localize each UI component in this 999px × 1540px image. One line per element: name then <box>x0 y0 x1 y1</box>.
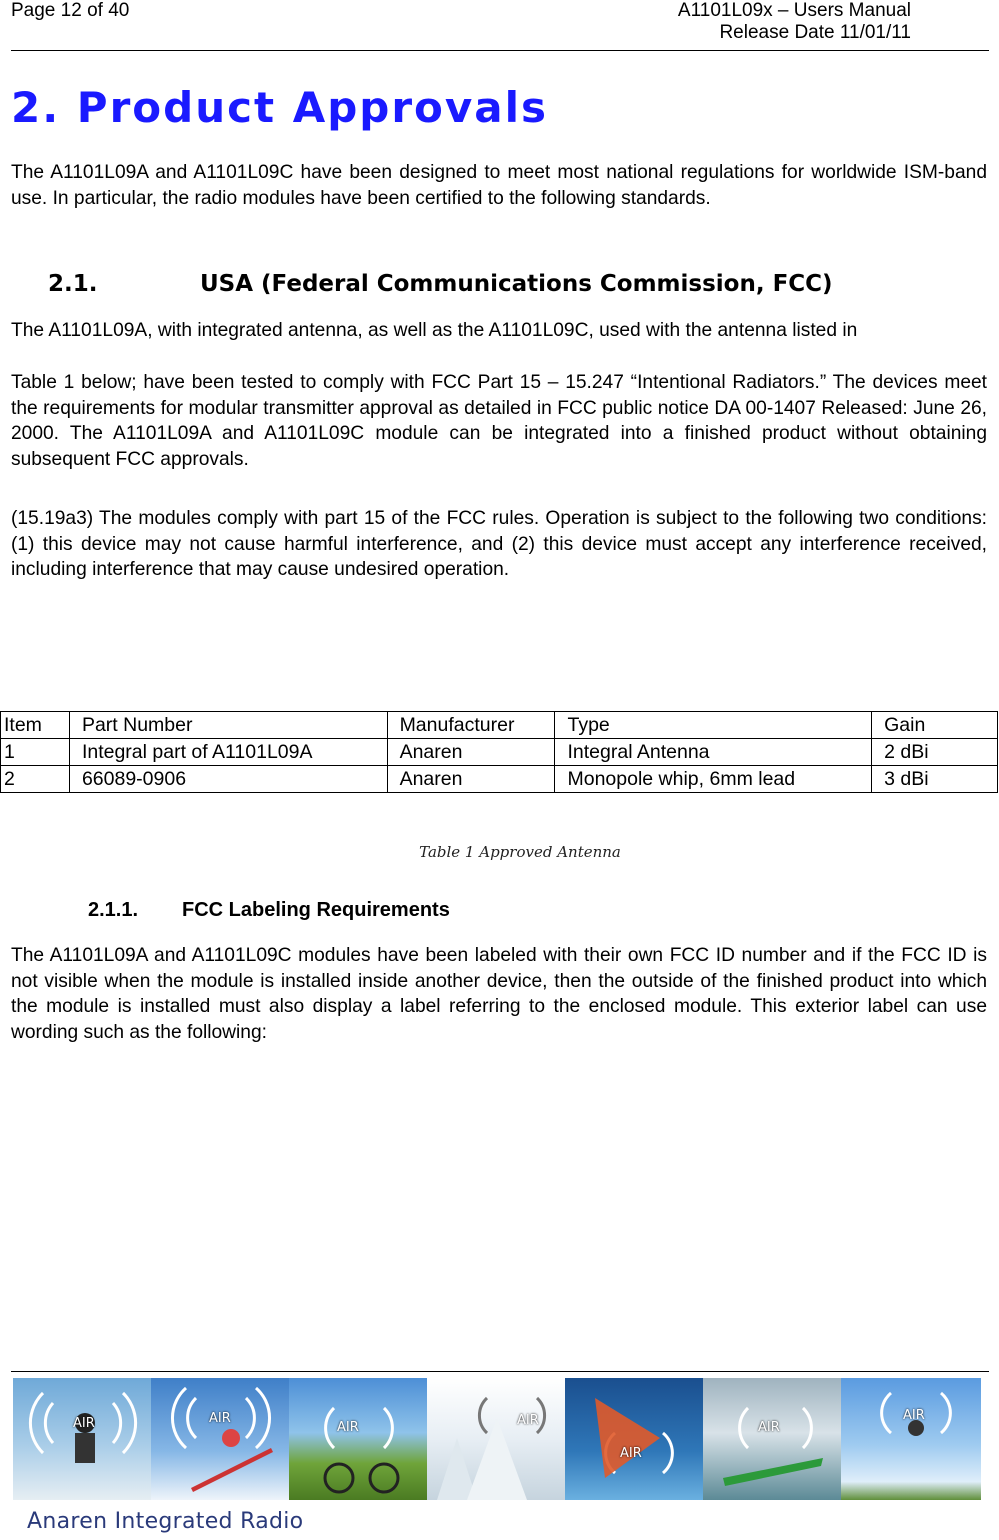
footer-divider <box>11 1371 989 1372</box>
air-wave-icon <box>13 1378 151 1500</box>
section-intro: The A1101L09A and A1101L09C have been designed to meet most national regulations for worldwide ISM-band use. In particular, the radio modules have been certified to the following standards. <box>11 162 987 209</box>
release-date: Release Date 11/01/11 <box>719 22 911 43</box>
air-logo-text: AIR <box>758 1420 780 1435</box>
banner-photo-skateboarder <box>13 1378 151 1500</box>
table-row <box>1 739 998 766</box>
manual-title: A1101L09x – Users Manual <box>677 0 911 21</box>
table-cell: Integral part of A1101L09A <box>69 739 387 766</box>
labeling-title: FCC Labeling Requirements <box>182 899 450 921</box>
table-caption: Table 1 Approved Antenna <box>419 843 621 861</box>
air-logo-text: AIR <box>620 1446 642 1461</box>
air-wave-icon <box>841 1378 981 1500</box>
section-title: 2. Product Approvals <box>11 83 549 132</box>
fcc-paragraph: Table 1 below; have been tested to comply with FCC Part 15 – 15.247 “Intentional Radiators.” The devices meet the requirements for modular transmitter approval as detailed in FCC public notice DA 00-1407 Released: June 26, 2000. The A1101L09A and A1101L09C module can be integrated into a finished product without obtaining subsequent FCC approvals. <box>11 372 987 470</box>
banner-photo-cyclist <box>289 1378 427 1500</box>
air-logo-text: AIR <box>903 1408 925 1423</box>
footer-banner <box>13 1378 981 1500</box>
table-cell: Anaren <box>387 739 555 766</box>
subsection-heading <box>48 268 833 300</box>
banner-photo-snowboarder <box>427 1378 565 1500</box>
air-wave-icon <box>703 1378 841 1500</box>
table-header-cell: Part Number <box>69 712 387 739</box>
table-cell: 66089-0906 <box>69 766 387 793</box>
subsection-number: 2.1. <box>48 271 98 297</box>
table-header-cell: Gain <box>872 712 998 739</box>
table-cell: 1 <box>1 739 70 766</box>
table-cell: Anaren <box>387 766 555 793</box>
manual-info <box>678 0 911 44</box>
air-wave-icon <box>427 1378 565 1500</box>
table-cell: Integral Antenna <box>555 739 872 766</box>
air-logo-text: AIR <box>73 1416 95 1431</box>
banner-photo-skier <box>151 1378 289 1500</box>
banner-photo-windsurfer <box>565 1378 703 1500</box>
air-logo-text: AIR <box>337 1420 359 1435</box>
air-wave-icon <box>289 1378 427 1500</box>
brand-name: Anaren Integrated Radio <box>27 1509 304 1534</box>
table-header-cell: Type <box>555 712 872 739</box>
air-wave-icon <box>151 1378 289 1500</box>
fcc-paragraph-first-line: The A1101L09A, with integrated antenna, as well as the A1101L09C, used with the antenna listed in <box>11 320 858 341</box>
labeling-paragraph: The A1101L09A and A1101L09C modules have been labeled with their own FCC ID number and if the FCC ID is not visible when the module is installed inside another device, then the outside of the finished product into which the module is installed must also display a label referring to the enclosed module. This exterior label can use wording such as the following: <box>11 945 987 1043</box>
table-cell: 2 <box>1 766 70 793</box>
approved-antenna-table <box>0 711 998 793</box>
table-row <box>1 766 998 793</box>
air-logo-text: AIR <box>517 1413 539 1428</box>
air-wave-icon <box>565 1378 703 1500</box>
table-header-row <box>1 712 998 739</box>
header-divider <box>11 50 989 51</box>
table-cell: 3 dBi <box>872 766 998 793</box>
subsection-title: USA (Federal Communications Commission, FCC) <box>200 271 833 297</box>
table-header-cell: Item <box>1 712 70 739</box>
labeling-number: 2.1.1. <box>88 899 139 921</box>
labeling-heading <box>88 896 450 924</box>
table-cell: Monopole whip, 6mm lead <box>555 766 872 793</box>
banner-photo-skater <box>841 1378 981 1500</box>
table-header-cell: Manufacturer <box>387 712 555 739</box>
fcc-conditions-paragraph: (15.19a3) The modules comply with part 15 of the FCC rules. Operation is subject to the following two conditions: (1) this device may not cause harmful interference, and (2) this device must accept any interference received, including interference that may cause undesired operation. <box>11 508 987 580</box>
banner-photo-kayaker <box>703 1378 841 1500</box>
table-cell: 2 dBi <box>872 739 998 766</box>
page-number: Page 12 of 40 <box>11 0 130 21</box>
air-logo-text: AIR <box>209 1411 231 1426</box>
